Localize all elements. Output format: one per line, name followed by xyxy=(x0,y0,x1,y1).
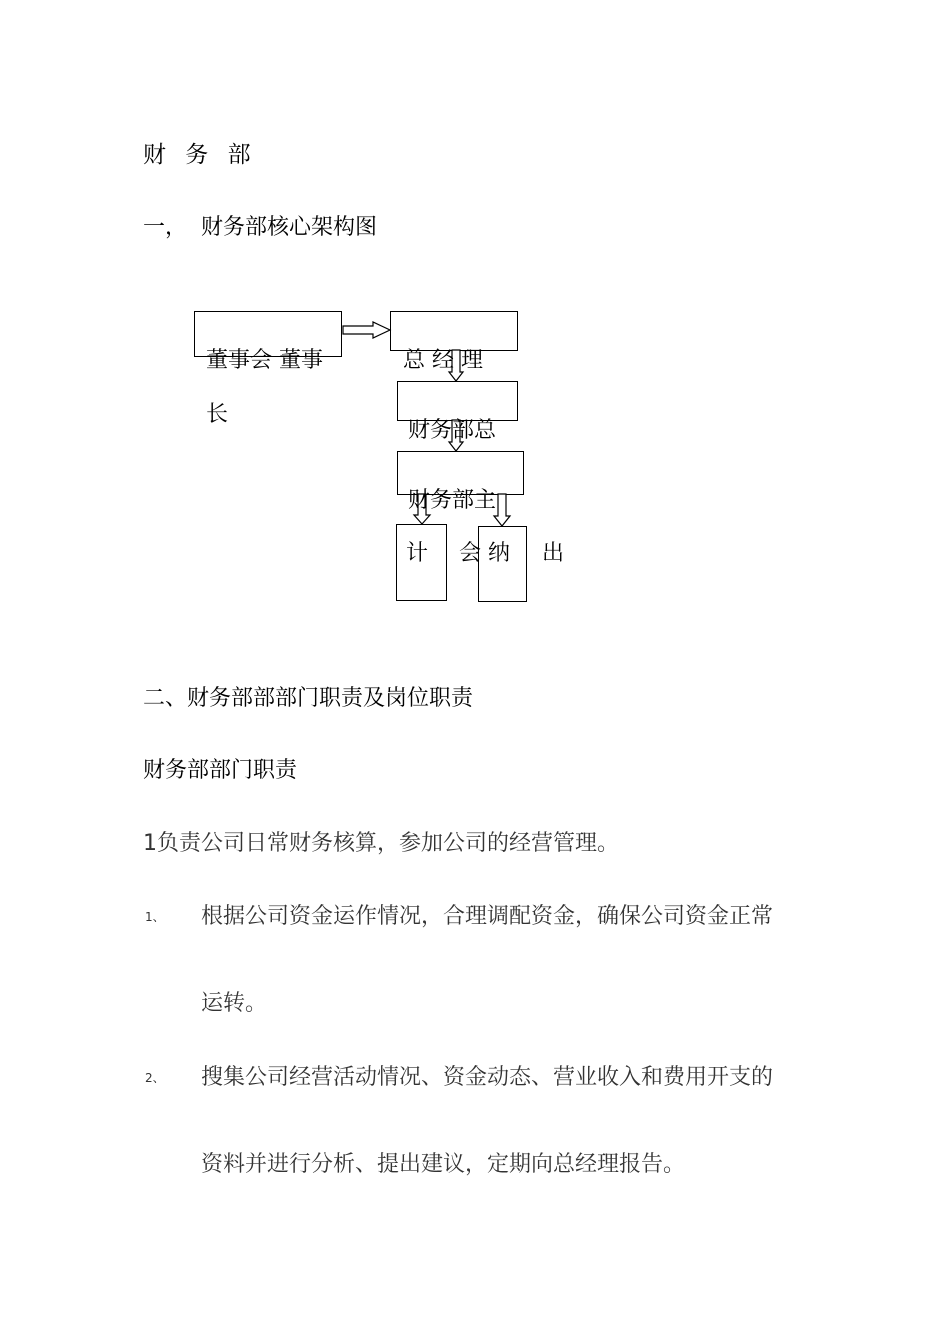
cashier-label-left: 纳 xyxy=(488,541,511,566)
dept-duties-intro: 1负责公司日常财务核算，参加公司的经营管理。 xyxy=(143,831,619,856)
duty-item-line1: 根据公司资金运作情况，合理调配资金，确保公司资金正常 xyxy=(201,904,774,929)
duty-item-line1: 搜集公司经营活动情况、资金动态、营业收入和费用开支的 xyxy=(201,1065,774,1090)
accounting-label-left: 计 xyxy=(406,541,429,566)
general-manager-label: 总 经 理 xyxy=(403,348,483,373)
duty-item-number: 1、 xyxy=(145,910,165,924)
board-label: 董事会 董事 xyxy=(206,348,323,373)
accounting-label-right: 会 xyxy=(459,541,482,566)
cashier-label-right: 出 xyxy=(542,541,565,566)
finance-supervisor-label: 财务部主 xyxy=(408,488,497,513)
arrow-supervisor-to-cashier xyxy=(494,494,510,526)
section-2-heading: 二、财务部部部门职责及岗位职责 xyxy=(143,686,474,711)
arrow-board-to-gm xyxy=(343,322,390,338)
page-title: 财 务 部 xyxy=(143,142,257,168)
duty-item-number: 2、 xyxy=(145,1071,165,1085)
section-1-heading: 财务部核心架构图 xyxy=(201,215,378,240)
section-1-number: 一， xyxy=(143,215,188,240)
dept-duties-heading: 财务部部门职责 xyxy=(143,758,298,783)
finance-director-label: 财务部总 xyxy=(408,418,497,443)
duty-item-line2: 资料并进行分析、提出建议，定期向总经理报告。 xyxy=(201,1152,686,1177)
duty-item-line2: 运转。 xyxy=(201,991,268,1016)
board-label-line2: 长 xyxy=(206,402,229,427)
